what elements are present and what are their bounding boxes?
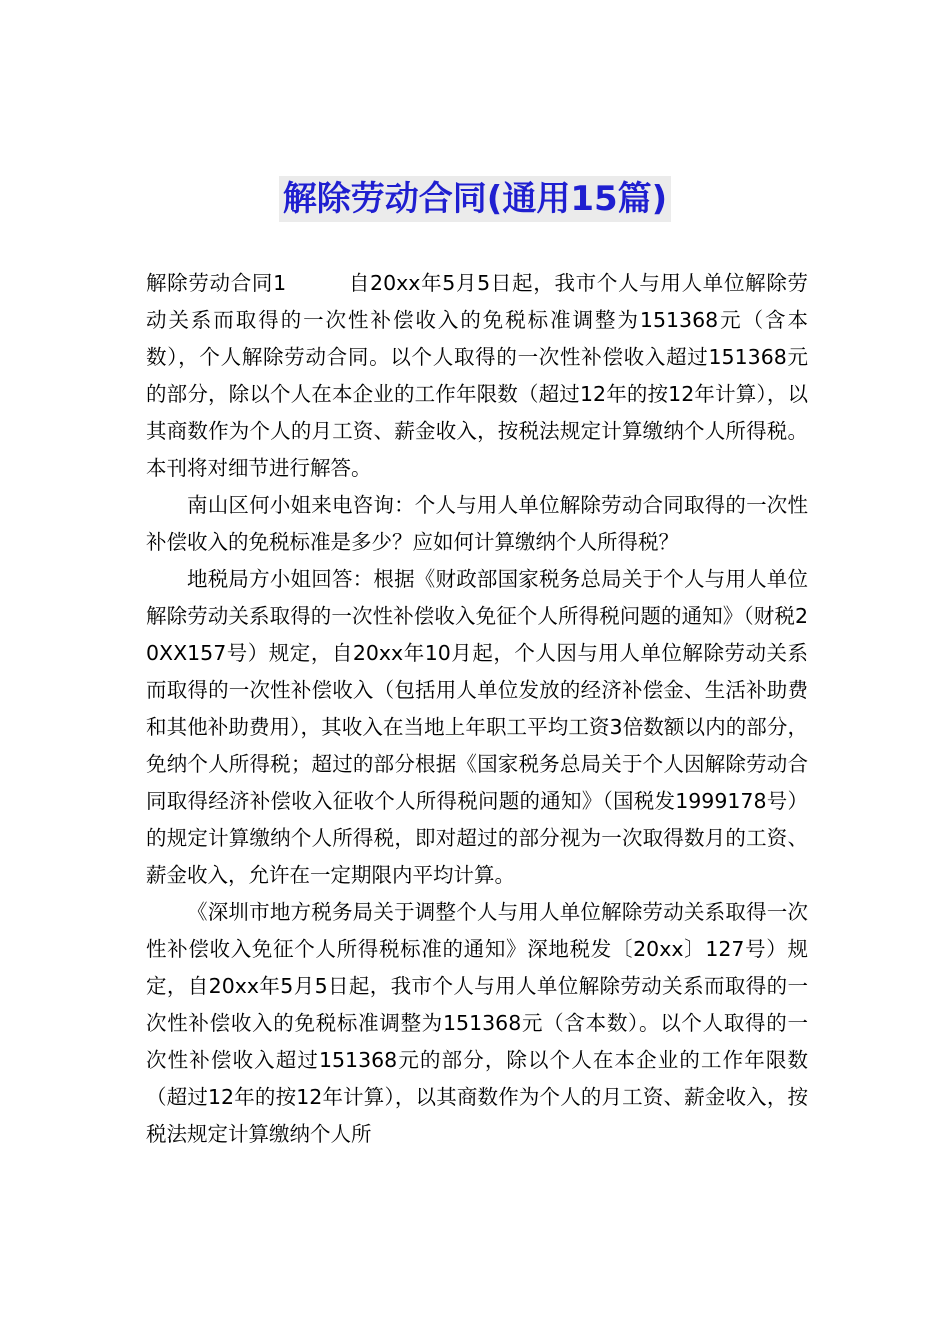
paragraph-3: 地税局方小姐回答：根据《财政部国家税务总局关于个人与用人单位解除劳动关系取得的一次性补偿收入免征个人所得税问题的通知》（财税20XX157号）规定，自20xx年10月起，个人因与用人单位解除劳动关系而取得的一次性补偿收入（包括用人单位发放的经济补偿金、生活补助费和其他补助费用），其收入在当地上年职工平均工资3倍数额以内的部分，免纳个人所得税；超过的部分根据《国家税务总局关于个人因解除劳动合同取得经济补偿收入征收个人所得税问题的通知》（国税发1999178号）的规定计算缴纳个人所得税，即对超过的部分视为一次取得数月的工资、薪金收入，允许在一定期限内平均计算。 [146,567,808,887]
paragraph-1 [146,265,808,487]
paragraph-2: 南山区何小姐来电咨询：个人与用人单位解除劳动合同取得的一次性补偿收入的免税标准是多少？应如何计算缴纳个人所得税？ [146,493,808,554]
paragraph-4: 《深圳市地方税务局关于调整个人与用人单位解除劳动关系取得一次性补偿收入免征个人所得税标准的通知》深地税发〔20xx〕127号）规定，自20xx年5月5日起，我市个人与用人单位解除劳动关系而取得的一次性补偿收入的免税标准调整为151368元（含本数）。以个人取得的一次性补偿收入超过151368元的部分，除以个人在本企业的工作年限数（超过12年的按12年计算），以其商数作为个人的月工资、薪金收入，按税法规定计算缴纳个人所 [146,900,808,1146]
section-label: 解除劳动合同1 [146,271,287,295]
title-container [0,176,950,222]
document-body [146,265,808,1153]
document-title: 解除劳动合同(通用15篇) [279,176,671,222]
paragraph-1-text: 自20xx年5月5日起，我市个人与用人单位解除劳动关系而取得的一次性补偿收入的免税标准调整为151368元（含本数），个人解除劳动合同。以个人取得的一次性补偿收入超过151368元的部分，除以个人在本企业的工作年限数（超过12年的按12年计算），以其商数作为个人的月工资、薪金收入，按税法规定计算缴纳个人所得税。本刊将对细节进行解答。 [146,271,809,480]
